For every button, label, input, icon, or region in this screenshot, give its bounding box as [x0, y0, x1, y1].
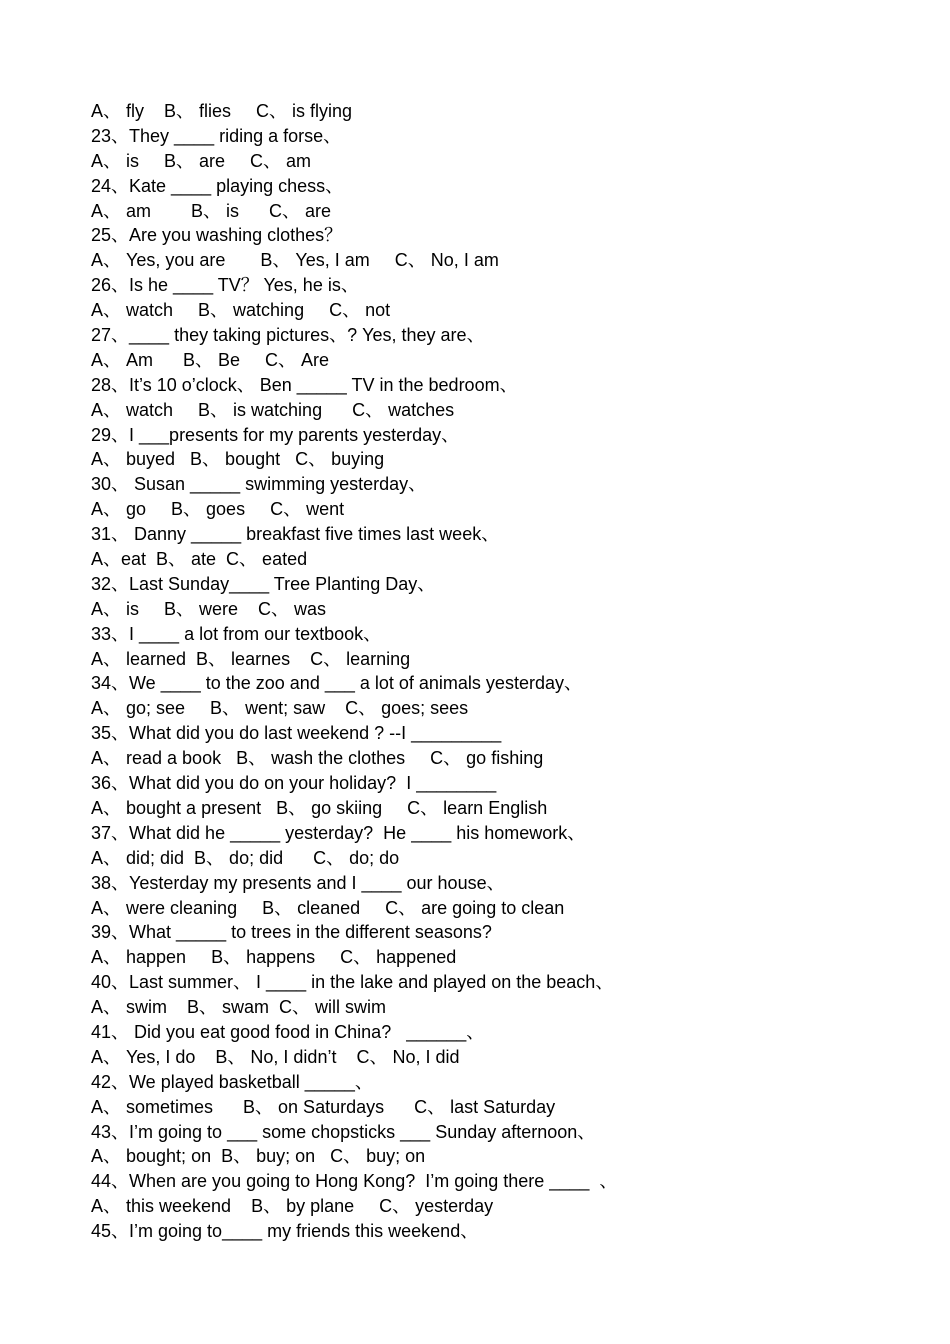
text-line: A、 did; did B、 do; did C、 do; do: [91, 847, 400, 868]
text-line: A、 go B、 goes C、 went: [91, 499, 345, 520]
text-line: 28、It’s 10 o’clock、 Ben _____ TV in the bedroom、: [91, 374, 518, 395]
text-line: A、 Yes, I do B、 No, I didn’t C、 No, I did: [91, 1046, 460, 1067]
text-line: A、 is B、 are C、 am: [91, 150, 312, 171]
text-line: A、eat B、 ate C、 eated: [91, 549, 308, 570]
text-line: 42、We played basketball _____、: [91, 1071, 373, 1092]
text-line: 45、I’m going to____ my friends this weekend、: [91, 1221, 479, 1242]
text-line: 37、What did he _____ yesterday? He ____ his homework、: [91, 822, 586, 843]
text-line: A、 fly B、 flies C、 is flying: [91, 101, 353, 121]
text-line: 26、Is he ____ TV？ Yes, he is、: [91, 275, 359, 296]
text-line: A、 watch B、 is watching C、 watches: [91, 399, 455, 420]
text-line: A、 bought a present B、 go skiing C、 learn English: [91, 797, 548, 818]
text-line: A、 buyed B、 bought C、 buying: [91, 449, 385, 470]
text-line: A、 learned B、 learnes C、 learning: [91, 648, 411, 669]
text-line: A、 go; see B、 went; saw C、 goes; sees: [91, 698, 469, 719]
text-line: 44、When are you going to Hong Kong? I’m going there ____ 、: [91, 1171, 618, 1192]
text-line: 39、What _____ to trees in the different seasons?: [91, 922, 492, 943]
text-line: 43、I’m going to ___ some chopsticks ___ Sunday afternoon、: [91, 1121, 596, 1142]
text-line: 34、We ____ to the zoo and ___ a lot of animals yesterday、: [91, 673, 582, 694]
text-line: 30、 Susan _____ swimming yesterday、: [91, 474, 427, 495]
text-line: 33、I ____ a lot from our textbook、: [91, 623, 382, 644]
text-line: A、 Yes, you are B、 Yes, I am C、 No, I am: [91, 250, 499, 271]
text-line: A、 watch B、 watching C、 not: [91, 300, 391, 321]
text-line: 29、I ___presents for my parents yesterday、: [91, 424, 460, 445]
text-line: A、 bought; on B、 buy; on C、 buy; on: [91, 1146, 426, 1167]
text-line: 32、Last Sunday____ Tree Planting Day、: [91, 573, 436, 594]
text-line: 24、Kate ____ playing chess、: [91, 175, 344, 196]
text-line: A、 swim B、 swam C、 will swim: [91, 997, 387, 1018]
text-line: 38、Yesterday my presents and I ____ our house、: [91, 872, 505, 893]
text-line: 31、 Danny _____ breakfast five times last week、: [91, 524, 500, 545]
text-line: 35、What did you do last weekend ? --I _________: [91, 723, 502, 744]
text-line: 36、What did you do on your holiday? I ________: [91, 773, 497, 794]
text-line: A、 this weekend B、 by plane C、 yesterday: [91, 1196, 494, 1217]
text-line: A、 am B、 is C、 are: [91, 200, 332, 221]
text-line: 40、Last summer、 I ____ in the lake and played on the beach、: [91, 972, 614, 993]
text-line: A、 read a book B、 wash the clothes C、 go fishing: [91, 748, 544, 769]
text-line: A、 sometimes B、 on Saturdays C、 last Saturday: [91, 1096, 556, 1117]
text-line: A、 were cleaning B、 cleaned C、 are going to clean: [91, 897, 565, 918]
text-line: 41、 Did you eat good food in China? ______、: [91, 1021, 485, 1042]
text-line: A、 is B、 were C、 was: [91, 598, 327, 619]
text-line: 25、Are you washing clothes？: [91, 225, 343, 246]
text-line: A、 happen B、 happens C、 happened: [91, 947, 457, 968]
text-line: 27、____ they taking pictures、? Yes, they are、: [91, 325, 485, 346]
text-line: 23、They ____ riding a forse、: [91, 125, 342, 146]
text-line: A、 Am B、 Be C、 Are: [91, 349, 330, 370]
document-page: [91, 99, 891, 1244]
